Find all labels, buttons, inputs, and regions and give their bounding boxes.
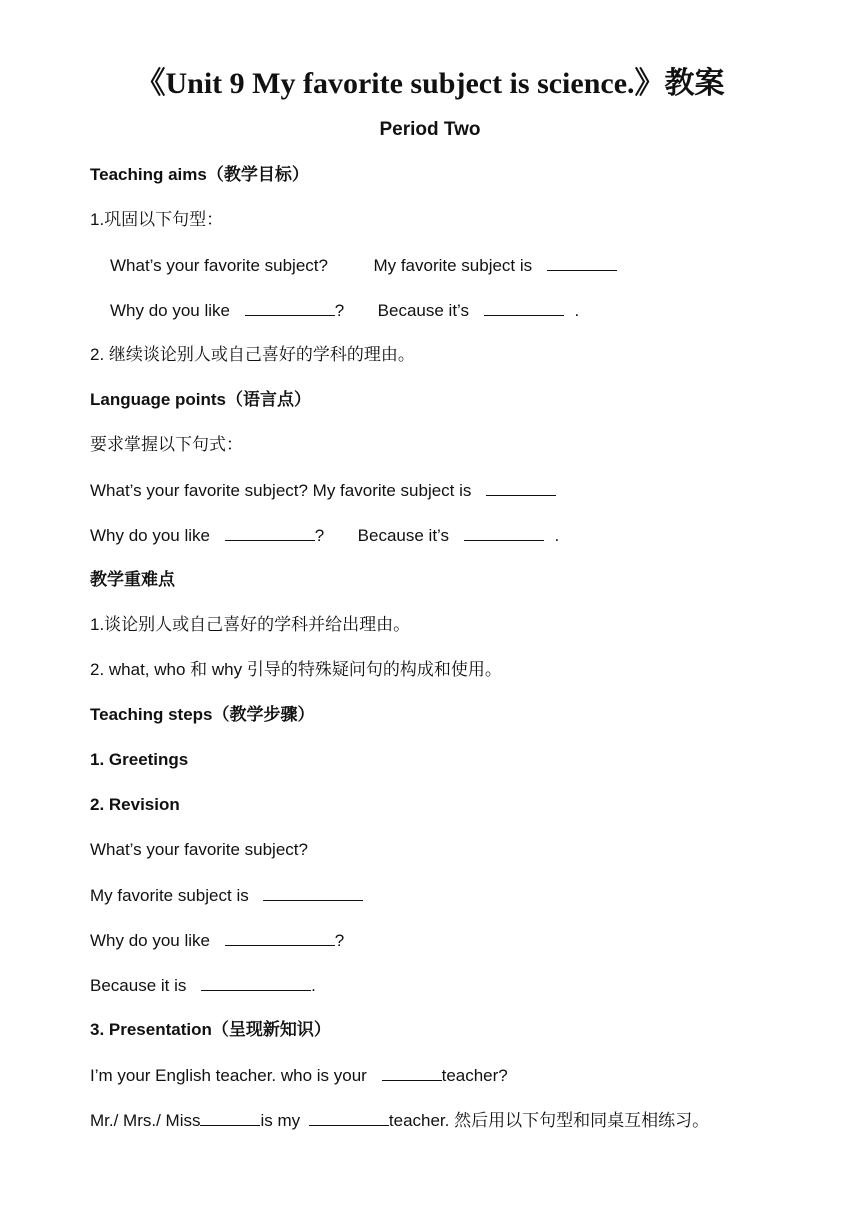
document-subtitle: Period Two — [379, 119, 481, 140]
step-greetings: 1. Greetings — [90, 750, 189, 769]
period-mark: . — [574, 301, 580, 320]
revision-answer-text: My favorite subject is — [90, 886, 249, 905]
presentation-line-2-end: teacher. 然后用以下句型和同桌互相练习。 — [388, 1111, 710, 1130]
period-mark: . — [554, 526, 560, 545]
language-sentence-2 — [90, 522, 559, 549]
revision-why — [90, 927, 344, 954]
fill-blank — [200, 1107, 260, 1126]
question-mark: ? — [314, 526, 325, 545]
aims-item-1: 1.巩固以下句型： — [90, 210, 224, 229]
language-intro: 要求掌握以下句式： — [90, 435, 243, 454]
teaching-steps-heading: Teaching steps（教学步骤） — [90, 705, 315, 724]
fill-blank — [263, 882, 363, 901]
language-question: Why do you like — [90, 526, 210, 545]
revision-question: What’s your favorite subject? — [90, 840, 308, 859]
aims-question-1: What’s your favorite subject? — [110, 256, 328, 275]
language-points-heading: Language points（语言点） — [90, 390, 311, 409]
document-title: 《Unit 9 My favorite subject is science.》教案 — [135, 67, 725, 100]
fill-blank — [382, 1062, 442, 1081]
step-presentation: 3. Presentation（呈现新知识） — [90, 1020, 331, 1039]
period-mark: . — [311, 976, 316, 995]
aims-sentence-1 — [110, 252, 617, 279]
difficulties-item-1: 1.谈论别人或自己喜好的学科并给出理由。 — [90, 615, 411, 634]
presentation-line-2 — [90, 1107, 709, 1134]
aims-item-2: 2. 继续谈论别人或自己喜好的学科的理由。 — [90, 345, 415, 364]
fill-blank — [486, 477, 556, 496]
language-answer: Because it’s — [357, 526, 450, 545]
aims-sentence-2 — [110, 297, 579, 324]
revision-because — [90, 972, 316, 999]
fill-blank — [225, 927, 335, 946]
revision-because-text: Because it is — [90, 976, 187, 995]
fill-blank — [309, 1107, 389, 1126]
difficulties-item-2: 2. what, who 和 why 引导的特殊疑问句的构成和使用。 — [90, 660, 502, 679]
presentation-line-1-end: teacher? — [441, 1066, 508, 1085]
presentation-line-2-start: Mr./ Mrs./ Miss — [90, 1111, 201, 1130]
revision-why-text: Why do you like — [90, 931, 210, 950]
question-mark: ? — [334, 931, 345, 950]
aims-answer-1: My favorite subject is — [373, 256, 533, 275]
step-revision: 2. Revision — [90, 795, 180, 814]
presentation-line-2-mid: is my — [260, 1111, 301, 1130]
fill-blank — [547, 252, 617, 271]
language-sentence-1 — [90, 477, 556, 504]
fill-blank — [225, 522, 315, 541]
fill-blank — [464, 522, 544, 541]
teaching-aims-heading: Teaching aims（教学目标） — [90, 165, 309, 184]
fill-blank — [245, 297, 335, 316]
presentation-line-1-text: I’m your English teacher. who is your — [90, 1066, 367, 1085]
aims-answer-2: Because it’s — [377, 301, 470, 320]
language-sentence-1-text: What’s your favorite subject? My favorite subject is — [90, 481, 472, 500]
difficulties-heading: 教学重难点 — [90, 570, 175, 589]
fill-blank — [484, 297, 564, 316]
revision-answer — [90, 882, 363, 909]
aims-question-2: Why do you like — [110, 301, 230, 320]
presentation-line-1 — [90, 1062, 508, 1089]
fill-blank — [201, 972, 311, 991]
question-mark: ? — [334, 301, 345, 320]
